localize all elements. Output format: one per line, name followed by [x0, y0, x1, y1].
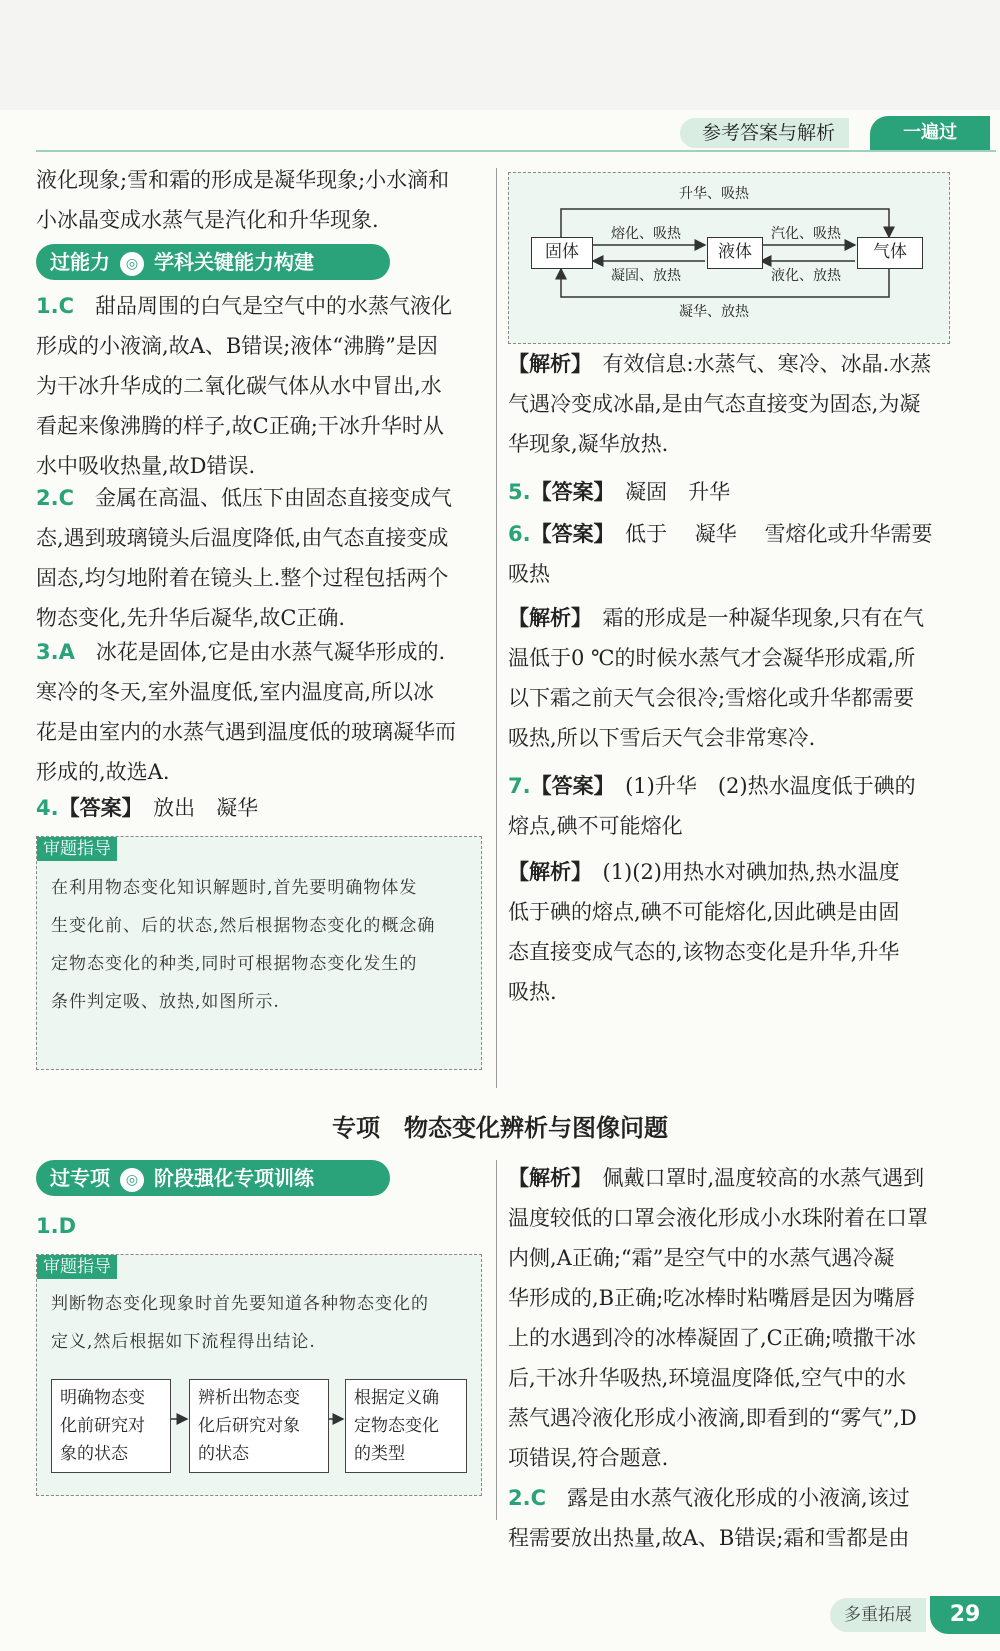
sq1-number: 1.	[36, 1214, 59, 1238]
flow-line: 明确物态变	[60, 1388, 145, 1408]
label-vaporization: 汽化、吸热	[771, 226, 841, 242]
analysis-line: 有效信息:水蒸气、寒冷、冰晶.水蒸	[602, 352, 932, 376]
analysis-line: 吸热,所以下雪后天气会非常寒冷.	[508, 726, 816, 750]
q2-line: 固态,均匀地附着在镜头上.整个过程包括两个	[36, 566, 449, 590]
q2-line: 物态变化,先升华后凝华,故C正确.	[36, 606, 346, 630]
header-divider	[36, 150, 996, 152]
review-guide-box-2	[36, 1254, 482, 1496]
q7-answer: (1)升华 (2)热水温度低于碘的	[625, 774, 916, 798]
question-7	[508, 766, 964, 846]
medal-icon: ◎	[120, 252, 144, 276]
flow-step-2	[189, 1379, 329, 1473]
flow-step-3	[345, 1379, 467, 1473]
guide-line: 定物态变化的种类,同时可根据物态变化发生的	[51, 954, 418, 974]
gas-box: 气体	[857, 237, 923, 269]
analysis-line: 气遇冷变成冰晶,是由气态直接变为固态,为凝	[508, 392, 921, 416]
analysis-7	[508, 852, 964, 1012]
analysis-line: 蒸气遇冷液化形成小液滴,即看到的“雾气”,D	[508, 1406, 917, 1430]
q5-answer: 凝固 升华	[625, 480, 731, 504]
analysis-line: 以下霜之前天气会很冷;雪熔化或升华都需要	[508, 686, 915, 710]
ability-banner	[36, 244, 390, 280]
sq2-line: 程需要放出热量,故A、B错误;霜和雪都是由	[508, 1526, 910, 1550]
question-1	[36, 286, 492, 486]
analysis-line: 项错误,符合题意.	[508, 1446, 669, 1470]
q6-answer-tag: 【答案】	[530, 522, 605, 546]
q2-line: 金属在高温、低压下由固态直接变成气	[95, 486, 453, 510]
q1-number: 1.	[36, 294, 59, 318]
analysis-line: 温低于0 ℃的时候水蒸气才会凝华形成霜,所	[508, 646, 916, 670]
q6-number: 6.	[508, 522, 531, 546]
flow-line: 定物态变化	[354, 1416, 439, 1436]
analysis-line: 上的水遇到冷的冰棒凝固了,C正确;喷撒干冰	[508, 1326, 916, 1350]
banner-right-label: 学科关键能力构建	[154, 250, 314, 274]
review-guide-box	[36, 836, 482, 1070]
guide-line: 在利用物态变化知识解题时,首先要明确物体发	[51, 878, 418, 898]
q2-answer: C	[58, 486, 75, 510]
q3-answer: A	[58, 640, 75, 664]
q3-line: 形成的,故选A.	[36, 760, 170, 784]
q1-line: 形成的小液滴,故A、B错误;液体“沸腾”是因	[36, 334, 438, 358]
q5-number: 5.	[508, 480, 531, 504]
q1-answer: C	[58, 294, 75, 318]
q2-line: 态,遇到玻璃镜头后温度降低,由气态直接变成	[36, 526, 449, 550]
label-melting: 熔化、吸热	[611, 226, 681, 242]
flow-line: 的类型	[354, 1444, 405, 1464]
analysis-tag: 【解析】	[508, 860, 582, 884]
intro-line-2: 小冰晶变成水蒸气是汽化和升华现象.	[36, 208, 379, 232]
footer-tag: 多重拓展	[830, 1598, 926, 1632]
analysis-line: 后,干冰升华吸热,环境温度降低,空气中的水	[508, 1366, 907, 1390]
banner-right-label: 阶段强化专项训练	[154, 1166, 314, 1190]
q7-number: 7.	[508, 774, 531, 798]
state-change-diagram	[508, 172, 950, 344]
q3-line: 花是由室内的水蒸气遇到温度低的玻璃凝华而	[36, 720, 456, 744]
analysis-tag: 【解析】	[508, 1166, 582, 1190]
label-condensation: 液化、放热	[771, 268, 841, 284]
q6-answer-line2: 吸热	[508, 562, 550, 586]
analysis-line: 佩戴口罩时,温度较高的水蒸气遇到	[602, 1166, 925, 1190]
sq2-line: 露是由水蒸气液化形成的小液滴,该过	[567, 1486, 910, 1510]
q1-line: 为干冰升华成的二氧化碳气体从水中冒出,水	[36, 374, 442, 398]
q3-number: 3.	[36, 640, 59, 664]
section-title: 专项 物态变化辨析与图像问题	[332, 1114, 668, 1142]
solid-box: 固体	[531, 237, 593, 269]
q6-answer: 低于 凝华 雪熔化或升华需要	[625, 522, 933, 546]
banner-left-label: 过能力	[50, 250, 110, 274]
special-banner	[36, 1160, 390, 1196]
target-icon: ◎	[120, 1168, 144, 1192]
sq2-answer: C	[530, 1486, 547, 1510]
guide-line: 生变化前、后的状态,然后根据物态变化的概念确	[51, 916, 436, 936]
q7-answer-line2: 熔点,碘不可能熔化	[508, 814, 683, 838]
flow-line: 象的状态	[60, 1444, 128, 1464]
question-5	[508, 472, 964, 512]
analysis-line: 霜的形成是一种凝华现象,只有在气	[602, 606, 925, 630]
analysis-line: (1)(2)用热水对碘加热,热水温度	[602, 860, 900, 884]
header-section-tag: 参考答案与解析	[680, 118, 849, 148]
guide-line: 判断物态变化现象时首先要知道各种物态变化的	[51, 1294, 429, 1314]
column-divider	[496, 168, 497, 1088]
flow-line: 化后研究对象	[198, 1416, 300, 1436]
q4-answer-tag: 【答案】	[58, 796, 133, 820]
flow-line: 的状态	[198, 1444, 249, 1464]
label-sublimation: 升华、吸热	[679, 186, 749, 202]
analysis-line: 华形成的,B正确;吃冰棒时粘嘴唇是因为嘴唇	[508, 1286, 916, 1310]
label-deposition: 凝华、放热	[679, 304, 749, 320]
left-intro	[36, 160, 492, 240]
analysis-6	[508, 598, 964, 758]
special-analysis-1	[508, 1158, 964, 1478]
header-logo: 一遍过	[870, 116, 990, 150]
guide-title: 审题指导	[37, 837, 117, 861]
sq1-answer: D	[58, 1214, 77, 1238]
q2-number: 2.	[36, 486, 59, 510]
guide-line: 条件判定吸、放热,如图所示.	[51, 992, 280, 1012]
analysis-tag: 【解析】	[508, 352, 582, 376]
analysis-line: 温度较低的口罩会液化形成小水珠附着在口罩	[508, 1206, 928, 1230]
q1-line: 看起来像沸腾的样子,故C正确;干冰升华时从	[36, 414, 444, 438]
q4-number: 4.	[36, 796, 59, 820]
special-question-2	[508, 1478, 964, 1558]
q3-line: 寒冷的冬天,室外温度低,室内温度高,所以冰	[36, 680, 435, 704]
flow-step-1	[51, 1379, 171, 1473]
question-2	[36, 478, 492, 638]
analysis-line: 内侧,A正确;“霜”是空气中的水蒸气遇冷凝	[508, 1246, 895, 1270]
q1-line: 甜品周围的白气是空气中的水蒸气液化	[95, 294, 453, 318]
analysis-line: 华现象,凝华放热.	[508, 432, 669, 456]
q3-line: 冰花是固体,它是由水蒸气凝华形成的.	[95, 640, 446, 664]
banner-left-label: 过专项	[50, 1166, 110, 1190]
top-margin	[0, 0, 1000, 110]
flow-line: 根据定义确	[354, 1388, 439, 1408]
column-divider-2	[496, 1160, 497, 1520]
flow-line: 辨析出物态变	[198, 1388, 300, 1408]
question-6	[508, 514, 964, 594]
analysis-line: 吸热.	[508, 980, 557, 1004]
q7-answer-tag: 【答案】	[530, 774, 605, 798]
special-question-1	[36, 1206, 492, 1246]
label-freezing: 凝固、放热	[611, 268, 681, 284]
q1-line: 水中吸收热量,故D错误.	[36, 454, 256, 478]
guide-title: 审题指导	[37, 1255, 117, 1279]
analysis-line: 态直接变成气态的,该物态变化是升华,升华	[508, 940, 900, 964]
q5-answer-tag: 【答案】	[530, 480, 605, 504]
intro-line-1: 液化现象;雪和霜的形成是凝华现象;小水滴和	[36, 168, 450, 192]
analysis-tag: 【解析】	[508, 606, 582, 630]
flow-line: 化前研究对	[60, 1416, 145, 1436]
guide-line: 定义,然后根据如下流程得出结论.	[51, 1332, 316, 1352]
liquid-box: 液体	[707, 237, 763, 269]
question-4	[36, 788, 492, 828]
analysis-4	[508, 344, 964, 464]
analysis-line: 低于碘的熔点,碘不可能熔化,因此碘是由固	[508, 900, 900, 924]
q4-answer: 放出 凝华	[153, 796, 259, 820]
page-number: 29	[930, 1596, 1000, 1634]
question-3	[36, 632, 492, 792]
sq2-number: 2.	[508, 1486, 531, 1510]
